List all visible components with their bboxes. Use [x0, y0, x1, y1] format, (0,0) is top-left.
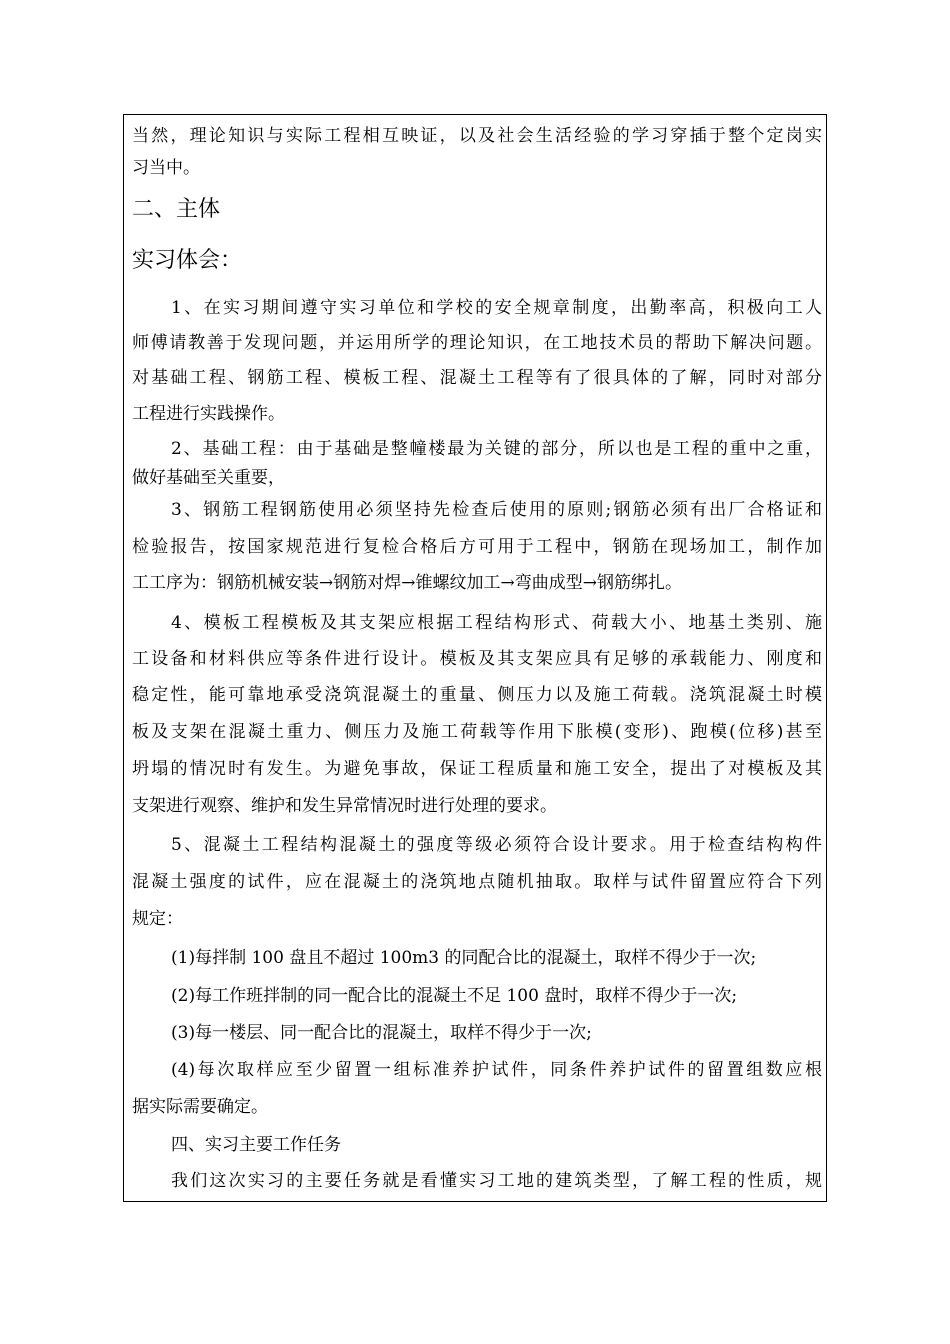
paragraph-line: 2、基础工程：由于基础是整幢楼最为关键的部分，所以也是工程的重中之重， — [171, 439, 822, 459]
paragraph-line: 我们这次实习的主要任务就是看懂实习工地的建筑类型，了解工程的性质，规 — [171, 1171, 822, 1191]
paragraph-line: 5、混凝土工程结构混凝土的强度等级必须符合设计要求。用于检查结构构件 — [171, 835, 822, 855]
paragraph-line: 习当中。 — [132, 158, 200, 178]
paragraph-line: 对基础工程、钢筋工程、模板工程、混凝土工程等有了很具体的了解，同时对部分 — [132, 368, 822, 388]
paragraph-line: 规定： — [132, 909, 183, 929]
list-item: (4)每次取样应至少留置一组标准养护试件，同条件养护试件的留置组数应根 — [171, 1060, 822, 1080]
paragraph-line: 1、在实习期间遵守实习单位和学校的安全规章制度，出勤率高，积极向工人 — [171, 298, 822, 318]
paragraph-line: 工程进行实践操作。 — [132, 404, 285, 424]
list-item: (2)每工作班拌制的同一配合比的混凝土不足 100 盘时，取样不得少于一次; — [171, 986, 738, 1006]
paragraph-line: 4、模板工程模板及其支架应根据工程结构形式、荷载大小、地基土类别、施 — [171, 613, 822, 633]
paragraph-line: 坍塌的情况时有发生。为避免事故，保证工程质量和施工安全，提出了对模板及其 — [132, 759, 822, 779]
section-subheading: 实习体会： — [132, 248, 243, 273]
section-heading: 二、主体 — [132, 197, 221, 222]
paragraph-line: 混凝土强度的试件，应在混凝土的浇筑地点随机抽取。取样与试件留置应符合下列 — [132, 872, 822, 892]
paragraph-line: 稳定性，能可靠地承受浇筑混凝土的重量、侧压力以及施工荷载。浇筑混凝土时模 — [132, 685, 822, 705]
paragraph-line: 检验报告，按国家规范进行复检合格后方可用于工程中，钢筋在现场加工，制作加 — [132, 537, 822, 557]
paragraph-line: 工工序为：钢筋机械安装→钢筋对焊→锥螺纹加工→弯曲成型→钢筋绑扎。 — [132, 573, 682, 593]
section-heading: 四、实习主要工作任务 — [171, 1135, 341, 1155]
paragraph-line: 师傅请教善于发现问题，并运用所学的理论知识，在工地技术员的帮助下解决问题。 — [132, 333, 822, 353]
paragraph-line: 据实际需要确定。 — [132, 1097, 268, 1117]
paragraph-line: 当然，理论知识与实际工程相互映证，以及社会生活经验的学习穿插于整个定岗实 — [132, 126, 822, 146]
paragraph-line: 板及支架在混凝土重力、侧压力及施工荷载等作用下胀模(变形)、跑模(位移)甚至 — [132, 722, 822, 742]
paragraph-line: 工设备和材料供应等条件进行设计。模板及其支架应具有足够的承载能力、刚度和 — [132, 649, 822, 669]
paragraph-line: 支架进行观察、维护和发生异常情况时进行处理的要求。 — [132, 796, 557, 816]
paragraph-line: 3、钢筋工程钢筋使用必须坚持先检查后使用的原则;钢筋必须有出厂合格证和 — [171, 500, 822, 520]
list-item: (3)每一楼层、同一配合比的混凝土，取样不得少于一次; — [171, 1023, 592, 1043]
paragraph-line: 做好基础至关重要， — [132, 468, 285, 488]
list-item: (1)每拌制 100 盘且不超过 100m3 的同配合比的混凝土，取样不得少于一次; — [171, 948, 757, 968]
